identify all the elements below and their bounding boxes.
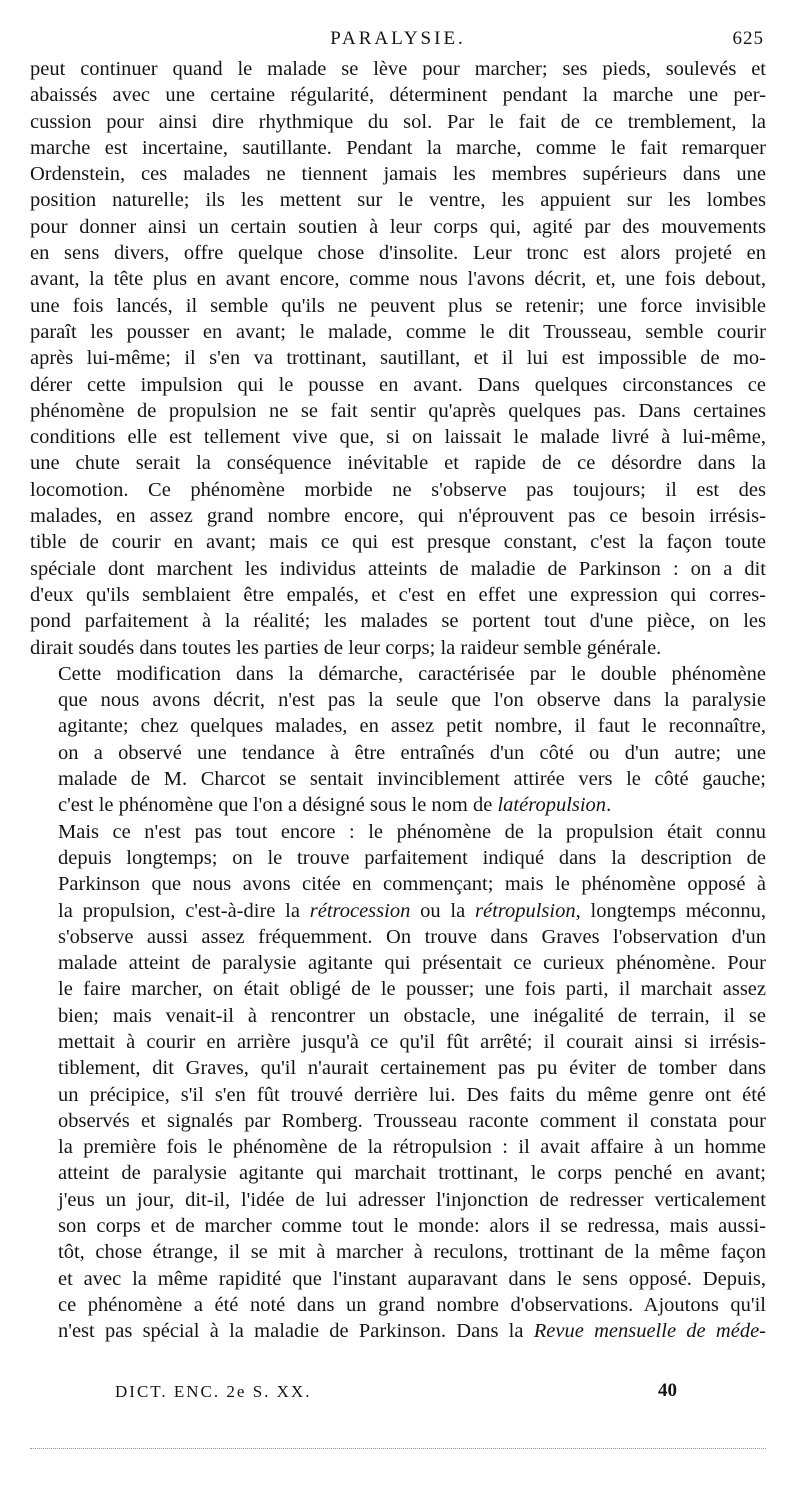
text-line: un précipice, s'il s'en fût trouvé derrière lui. Des faits du même genre ont été (58, 1083, 766, 1106)
text-line: une chute serait la conséquence inévitable et rapide de ce désordre dans la (30, 452, 766, 475)
text-line: j'eus un jour, dit-il, l'idée de lui adresser l'injonction de redresser verticalement (58, 1188, 766, 1211)
text-line: tiblement, dit Graves, qu'il n'aurait certainement pas pu éviter de tomber dans (58, 1057, 766, 1080)
text-line: n'est pas spécial à la maladie de Parkinson. Dans la Revue mensuelle de méde- (58, 1320, 766, 1343)
text-line: ce phénomène a été noté dans un grand nombre d'observations. Ajoutons qu'il (58, 1293, 766, 1316)
text-line: atteint de paralysie agitante qui marchait trottinant, le corps penché en avant; (58, 1162, 766, 1185)
text-line: que nous avons décrit, n'est pas la seule que l'on observe dans la paralysie (58, 689, 766, 712)
text-line: le faire marcher, on était obligé de le pousser; une fois parti, il marchait assez (58, 978, 766, 1001)
text-line: tôt, chose étrange, il se mit à marcher à reculons, trottinant de la même façon (58, 1241, 766, 1264)
text-line: mettait à courir en arrière jusqu'à ce qu'il fût arrêté; il courait ainsi si irrésis- (58, 1030, 766, 1053)
printer-signature: DICT. ENC. 2e S. XX. (115, 1382, 312, 1401)
text-line: dérer cette impulsion qui le pousse en avant. Dans quelques circonstances ce (30, 373, 766, 396)
text-line: observés et signalés par Romberg. Trousseau raconte comment il constata pour (58, 1109, 766, 1132)
text-line: Parkinson que nous avons citée en commençant; mais le phénomène opposé à (58, 873, 766, 896)
paragraph (30, 819, 766, 1345)
paragraph (30, 661, 766, 819)
running-title: PARALYSIE. (330, 28, 466, 49)
text-line: Cette modification dans la démarche, caractérisée par le double phénomène (58, 662, 766, 685)
page-footer (30, 1378, 766, 1408)
text-line: marche est incertaine, sautillante. Pendant la marche, comme le fait remarquer (30, 136, 766, 159)
text-line: malade atteint de paralysie agitante qui présentait ce curieux phénomène. Pour (58, 952, 766, 975)
text-line: avant, la tête plus en avant encore, comme nous l'avons décrit, et, une fois debout, (30, 268, 766, 291)
text-line: pond parfaitement à la réalité; les malades se portent tout d'une pièce, on les (30, 610, 766, 633)
sheet-number: 40 (658, 1380, 677, 1401)
text-line: abaissés avec une certaine régularité, déterminent pendant la marche une per- (30, 84, 766, 107)
text-line: Mais ce n'est pas tout encore : le phénomène de la propulsion était connu (58, 820, 766, 843)
text-line: en sens divers, offre quelque chose d'insolite. Leur tronc est alors projeté en (30, 242, 766, 265)
text-line: tible de courir en avant; mais ce qui est presque constant, c'est la façon toute (30, 531, 766, 554)
text-line: spéciale dont marchent les individus atteints de maladie de Parkinson : on a dit (30, 557, 766, 580)
text-line: une fois lancés, il semble qu'ils ne peuvent plus se retenir; une force invisible (30, 294, 766, 317)
text-line: Ordenstein, ces malades ne tiennent jamais les membres supérieurs dans une (30, 163, 766, 186)
text-line: phénomène de propulsion ne se fait sentir qu'après quelques pas. Dans certaines (30, 399, 766, 422)
text-line: s'observe aussi assez fréquemment. On trouve dans Graves l'observation d'un (58, 925, 766, 948)
text-line: c'est le phénomène que l'on a désigné sous le nom de latéropulsion. (58, 794, 612, 817)
text-line: d'eux qu'ils semblaient être empalés, et c'est en effet une expression qui corres- (30, 583, 766, 606)
bottom-rule (30, 1448, 766, 1451)
text-line: position naturelle; ils les mettent sur le ventre, les appuient sur les lombes (30, 189, 766, 212)
text-line: bien; mais venait-il à rencontrer un obstacle, une inégalité de terrain, il se (58, 1004, 766, 1027)
text-line: locomotion. Ce phénomène morbide ne s'observe pas toujours; il est des (30, 478, 766, 501)
text-line: dirait soudés dans toutes les parties de leur corps; la raideur semble générale. (30, 636, 662, 659)
text-line: la première fois le phénomène de la rétropulsion : il avait affaire à un homme (58, 1136, 766, 1159)
text-line: la propulsion, c'est-à-dire la rétrocession ou la rétropulsion, longtemps méconnu, (58, 899, 766, 922)
text-line: après lui-même; il s'en va trottinant, sautillant, et il lui est impossible de mo- (30, 347, 766, 370)
page-number: 625 (732, 28, 764, 49)
book-page (30, 26, 766, 1345)
paragraph (30, 56, 766, 661)
text-line: agitante; chez quelques malades, en assez petit nombre, il faut le reconnaître, (58, 715, 766, 738)
text-line: conditions elle est tellement vive que, si on laissait le malade livré à lui-même, (30, 426, 766, 449)
text-line: paraît les pousser en avant; le malade, comme le dit Trousseau, semble courir (30, 320, 766, 343)
text-line: depuis longtemps; on le trouve parfaitement indiqué dans la description de (58, 846, 766, 869)
text-line: malade de M. Charcot se sentait invinciblement attirée vers le côté gauche; (58, 768, 766, 791)
text-line: son corps et de marcher comme tout le monde: alors il se redressa, mais aussi- (58, 1215, 766, 1238)
text-line: on a observé une tendance à être entraînés d'un côté ou d'un autre; une (58, 741, 766, 764)
text-line: et avec la même rapidité que l'instant auparavant dans le sens opposé. Depuis, (58, 1267, 766, 1290)
running-head (30, 26, 766, 56)
body-text (30, 56, 766, 1345)
text-line: cussion pour ainsi dire rhythmique du sol. Par le fait de ce tremblement, la (30, 110, 766, 133)
text-line: peut continuer quand le malade se lève pour marcher; ses pieds, soulevés et (30, 58, 766, 80)
text-line: malades, en assez grand nombre encore, qui n'éprouvent pas ce besoin irrésis- (30, 505, 766, 528)
text-line: pour donner ainsi un certain soutien à leur corps qui, agité par des mouvements (30, 215, 766, 238)
